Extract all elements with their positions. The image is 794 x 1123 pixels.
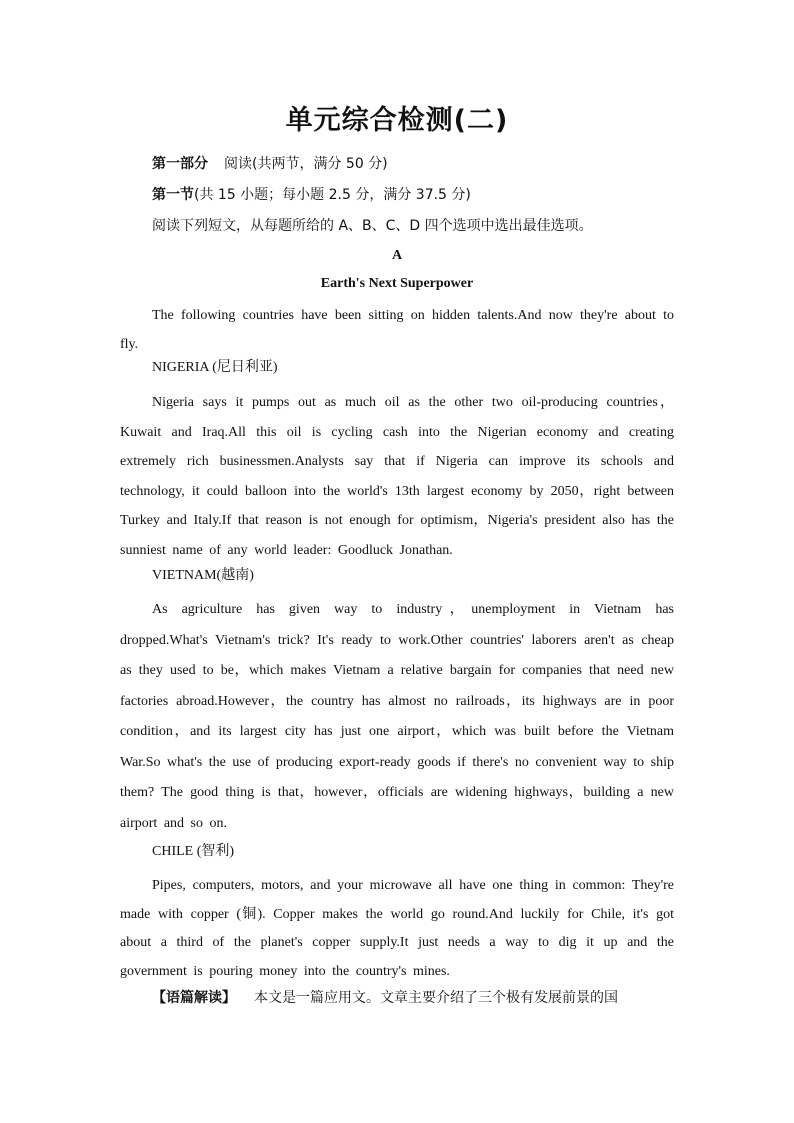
- chile-label: CHILE (智利): [152, 844, 235, 859]
- analysis-line: [152, 989, 674, 1007]
- part-one-line: [152, 155, 674, 173]
- part-one-heading: 第一部分: [152, 156, 208, 172]
- page-title: 单元综合检测(二): [285, 105, 509, 136]
- nigeria-label: NIGERIA (尼日利亚): [152, 360, 278, 375]
- passage-intro: The following countries have been sitting on hidden talents.And now they're about to fly.: [120, 308, 674, 352]
- analysis-tag: 【语篇解读】: [152, 990, 236, 1006]
- instruction-text: 阅读下列短文，从每题所给的 A、B、C、D 四个选项中选出最佳选项。: [152, 218, 593, 234]
- nigeria-paragraph: Nigeria says it pumps out as much oil as the other two oil-producing countries，Kuwait and Iraq.All this oil is cycling cash into the Nigerian economy and creating extremely rich businessmen.Analysts say that if Nigeria can improve its schools and technology, it could balloon into the world's 13th largest economy by 2050，right between Turkey and Italy.If that reason is not enough for optimism，Nigeria's president also has the sunniest name of any world leader: Goodluck Jonathan.: [120, 395, 674, 558]
- vietnam-paragraph: As agriculture has given way to industry，unemployment in Vietnam has dropped.What's Vietnam's trick? It's ready to work.Other countries' laborers aren't as cheap as they used to be，which makes Vietnam a relative bargain for companies that need new factories abroad.However，the country has almost no railroads，its highways are in poor condition，and its largest city has just one airport，which was built before the Vietnam War.So what's the use of producing export-ready goods if there's no convenient way to ship them? The good thing is that，however，officials are widening highways，building a new airport and so on.: [120, 602, 674, 831]
- part-one-desc: 阅读(共两节，满分 50 分): [224, 156, 388, 172]
- section-one-heading: 第一节: [152, 187, 194, 203]
- passage-letter: A: [391, 248, 403, 263]
- vietnam-label: VIETNAM(越南): [152, 568, 254, 583]
- passage-title: Earth's Next Superpower: [320, 276, 474, 291]
- section-one-desc: (共 15 小题；每小题 2.5 分，满分 37.5 分): [194, 187, 471, 203]
- chile-paragraph: Pipes, computers, motors, and your microwave all have one thing in common: They're made with copper (铜). Copper makes the world go round.And luckily for Chile, it's got about a third of the planet's copper supply.It just needs a way to dig it up and the government is pouring money into the country's mines.: [120, 878, 674, 979]
- section-one-line: [152, 186, 674, 204]
- analysis-text: 本文是一篇应用文。文章主要介绍了三个极有发展前景的国: [254, 990, 618, 1006]
